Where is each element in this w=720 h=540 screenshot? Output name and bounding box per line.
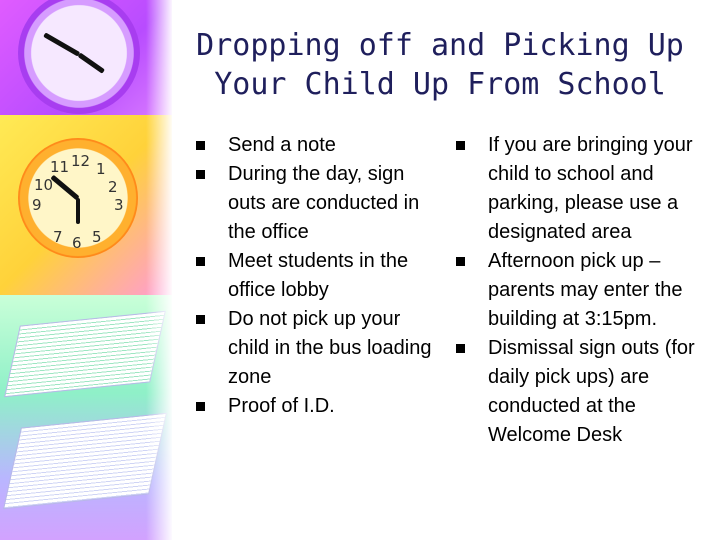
bullet-item <box>196 131 444 160</box>
paper-stack-icon <box>3 413 167 509</box>
decorative-image-strip <box>0 0 172 540</box>
slide-title-line-1: Dropping off and Picking Up <box>196 28 684 63</box>
clock-numeral: 10 <box>34 176 54 194</box>
orange-clock-icon <box>18 138 138 258</box>
bullet-item <box>456 131 700 247</box>
square-bullet-icon <box>456 344 465 353</box>
square-bullet-icon <box>196 170 205 179</box>
square-bullet-icon <box>196 141 205 150</box>
right-bullet-column <box>456 131 700 450</box>
clock-numeral: 11 <box>50 158 70 176</box>
bullet-item <box>456 247 700 334</box>
bullet-text: Do not pick up your child in the bus loading zone <box>228 308 432 388</box>
bullet-text: During the day, sign outs are conducted in the office <box>228 163 420 243</box>
clock-numeral: 9 <box>32 196 42 214</box>
clock-numeral: 2 <box>108 178 118 196</box>
bullet-item <box>196 305 444 392</box>
square-bullet-icon <box>196 315 205 324</box>
square-bullet-icon <box>456 141 465 150</box>
bullet-text: Meet students in the office lobby <box>228 250 409 301</box>
square-bullet-icon <box>196 257 205 266</box>
bullet-item <box>456 334 700 450</box>
right-bullet-list <box>456 131 700 450</box>
bullet-item <box>196 392 444 421</box>
left-bullet-column <box>196 131 444 421</box>
bullet-text: Afternoon pick up – parents may enter the building at 3:15pm. <box>488 250 683 330</box>
bullet-text: Dismissal sign outs (for daily pick ups) are conducted at the Welcome Desk <box>488 337 695 446</box>
clock-numeral: 3 <box>114 196 124 214</box>
bullet-text: Proof of I.D. <box>228 395 335 417</box>
clock-numeral: 5 <box>92 228 102 246</box>
slide-title-line-2: Your Child Up From School <box>214 67 666 102</box>
left-bullet-list <box>196 131 444 421</box>
bullet-item <box>196 160 444 247</box>
clock-numeral: 7 <box>53 228 63 246</box>
slide-title <box>180 26 700 104</box>
clock-numeral: 1 <box>96 160 106 178</box>
clock-numeral: 6 <box>72 234 82 252</box>
strip-fade-edge <box>146 0 172 540</box>
square-bullet-icon <box>196 402 205 411</box>
bullet-text: If you are bringing your child to school and parking, please use a designated area <box>488 134 693 243</box>
bullet-text: Send a note <box>228 134 336 156</box>
clock-numeral: 12 <box>71 152 91 170</box>
square-bullet-icon <box>456 257 465 266</box>
bullet-item <box>196 247 444 305</box>
